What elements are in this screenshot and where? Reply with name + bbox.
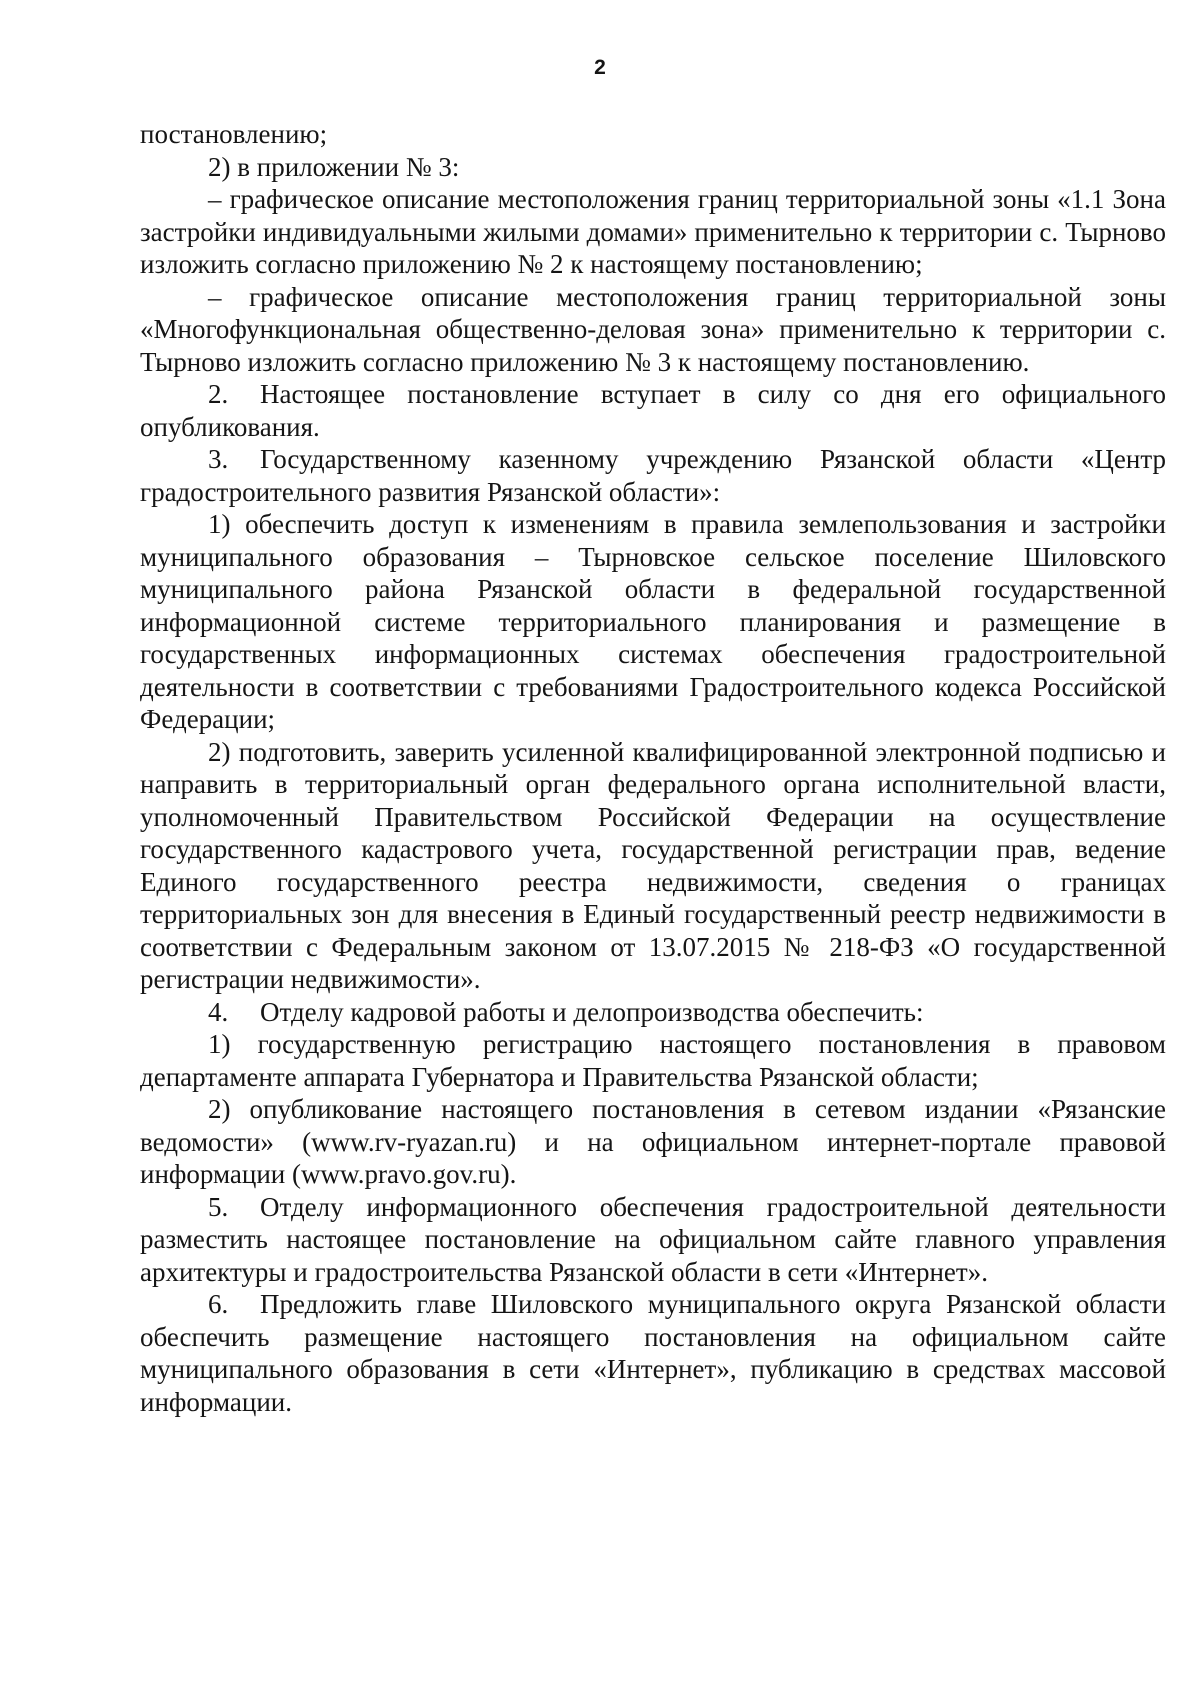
clause-4	[140, 996, 1166, 1029]
clause-number: 4.	[208, 996, 229, 1027]
clause-number: 5.	[208, 1191, 229, 1222]
page-number: 2	[594, 56, 606, 79]
clause-2	[140, 378, 1166, 443]
clause-number: 2.	[208, 379, 229, 409]
clause-text: Настоящее постановление вступает в силу со дня его официального опубликования.	[140, 379, 1166, 442]
clause-text: Отделу информационного обеспечения градостроительной деятельности разместить настоящее постановление на официальном сайте главного управления архитектуры и градостроительства Рязанской области в сети «Интернет».	[140, 1191, 1166, 1287]
clause-number: 3.	[208, 444, 229, 474]
clause-3-subitem-1: 1) обеспечить доступ к изменениям в правила землепользования и застройки муниципального образования – Тырновское сельское поселение Шиловского муниципального района Рязанской области в федеральной государственной информационной системе территориального планирования и размещение в государственных информационных системах обеспечения градостроительной деятельности в соответствии с требованиями Градостроительного кодекса Российской Федерации;	[140, 509, 1166, 734]
clause-5	[140, 1191, 1166, 1289]
dash-item-zone-1-1: – графическое описание местоположения границ территориальной зоны «1.1 Зона застройки индивидуальными жилыми домами» применительно к территории с. Тырново изложить согласно приложению № 2 к настоящему постановлению;	[140, 184, 1166, 279]
document-body	[140, 118, 1166, 1418]
dash-item-multifunctional-zone: – графическое описание местоположения границ территориальной зоны «Многофункциональная общественно-деловая зона» применительно к территории с. Тырново изложить согласно приложению № 3 к настоящему постановлению.	[140, 281, 1166, 377]
clause-number: 6.	[208, 1289, 229, 1319]
clause-6	[140, 1288, 1166, 1418]
clause-4-subitem-1: 1) государственную регистрацию настоящего постановления в правовом департаменте аппарата Губернатора и Правительства Рязанской области;	[140, 1029, 1166, 1092]
clause-3	[140, 443, 1166, 508]
clause-text: Государственному казенному учреждению Рязанской области «Центр градостроительного развития Рязанской области»:	[140, 444, 1166, 507]
clause-text: Предложить главе Шиловского муниципального округа Рязанской области обеспечить размещение настоящего постановления на официальном сайте муниципального образования в сети «Интернет», публикацию в средствах массовой информации.	[140, 1289, 1166, 1417]
clause-text: Отделу кадровой работы и делопроизводства обеспечить:	[260, 996, 924, 1027]
clause-3-subitem-2: 2) подготовить, заверить усиленной квалифицированной электронной подписью и направить в территориальный орган федерального органа исполнительной власти, уполномоченный Правительством Российской Федерации на осуществление государственного кадастрового учета, государственной регистрации прав, ведение Единого государственного реестра недвижимости, сведения о границах территориальных зон для внесения в Единый государственный реестр недвижимости в соответствии с Федеральным законом от 13.07.2015 № 218-ФЗ «О государственной регистрации недвижимости».	[140, 736, 1166, 994]
paragraph-continuation: постановлению;	[140, 119, 328, 149]
clause-4-subitem-2: 2) опубликование настоящего постановления в сетевом издании «Рязанские ведомости» (www.rv-ryazan.ru) и на официальном интернет-портале правовой информации (www.pravo.gov.ru).	[140, 1094, 1166, 1189]
subitem-appendix-3: 2) в приложении № 3:	[208, 151, 460, 182]
